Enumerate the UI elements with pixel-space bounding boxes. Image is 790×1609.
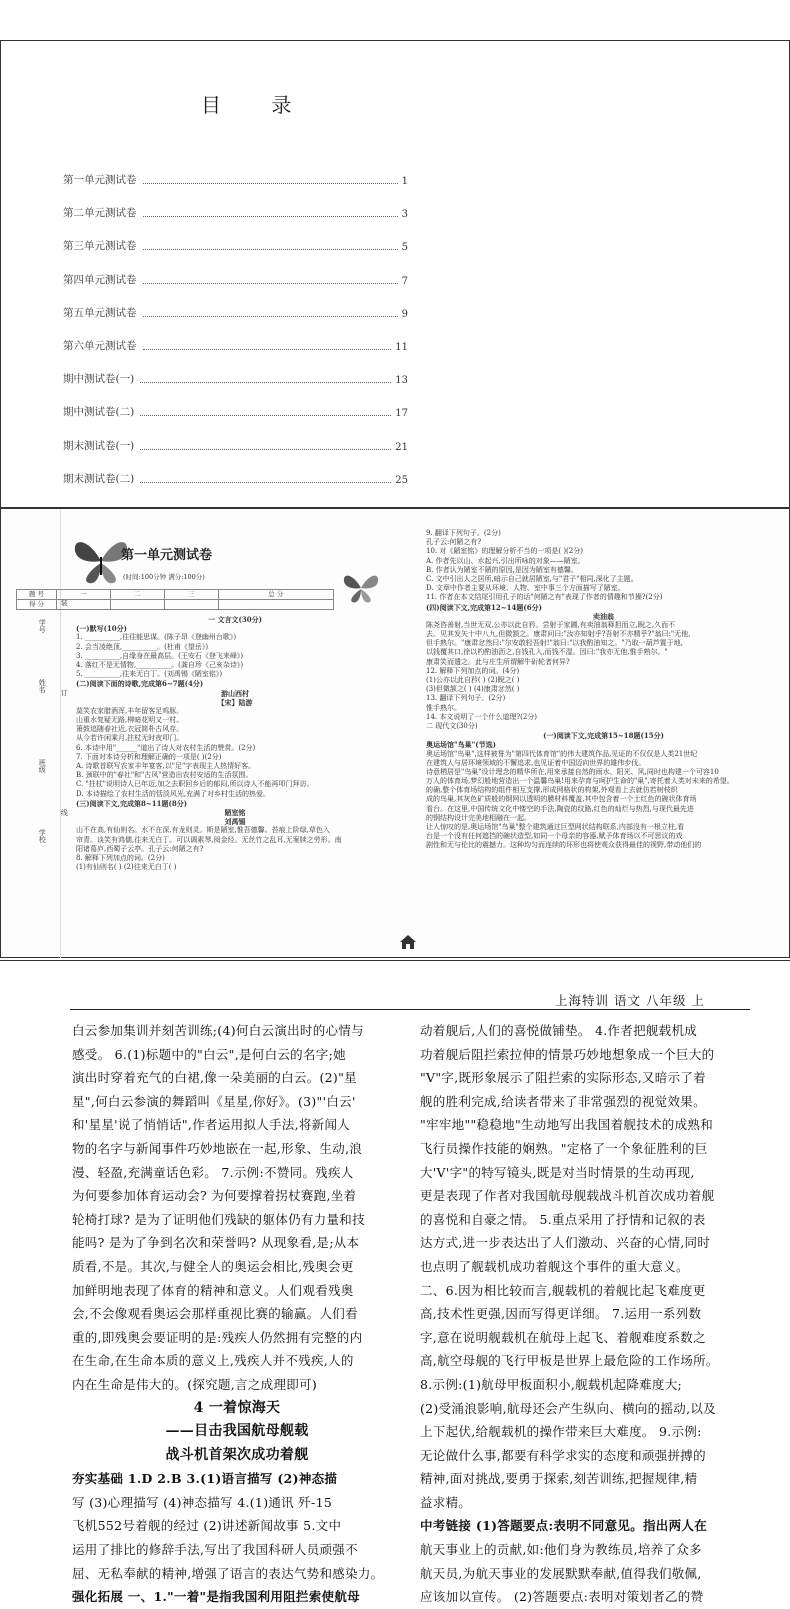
answer-left-column xyxy=(72,1019,402,1609)
toc-entry-page: 13 xyxy=(395,375,408,387)
toc-entry-page: 3 xyxy=(401,209,408,221)
toc-entry-label: 第四单元测试卷 xyxy=(63,273,137,286)
exam-title: 第一单元测试卷 xyxy=(121,548,213,563)
text-line: "牢牢地""稳稳地"生动地写出我国着舰技术的成熟和 xyxy=(420,1117,713,1133)
running-header: 上海特训 语文 八年级 上 xyxy=(555,993,705,1008)
exam-spread xyxy=(0,508,790,958)
text-line: 12. 解释下列加点的词。(4分) xyxy=(426,666,520,675)
text-line: 战斗机首架次成功着舰 xyxy=(165,1446,309,1463)
score-cell: 一 xyxy=(57,590,111,600)
toc-page xyxy=(0,40,790,508)
text-line: 演出时穿着充气的白裙,像一朵美丽的白云。(2)"星 xyxy=(72,1070,357,1086)
text-line: (四)阅读下文,完成第12~14题(6分) xyxy=(426,602,542,612)
text-line: (2)受涌浪影响,航母还会产生纵向、横向的摇动,以及 xyxy=(420,1400,716,1416)
toc-entry-page: 5 xyxy=(401,242,408,254)
text-line: 8. 解释下列加点的词。(2分) xyxy=(76,853,165,862)
text-line: 10. 对《陋室铭》的理解分析不当的一项是( )(2分) xyxy=(426,547,583,556)
exam-time: (时间:100分钟 满分:100分) xyxy=(123,573,205,581)
toc-leader-dots xyxy=(143,216,398,217)
toc-entry-page: 7 xyxy=(401,275,408,287)
text-line: (一)阅读下文,完成第15~18题(15分) xyxy=(543,731,664,741)
text-line: 3. __________,自缘身在最高层。(王安石《登飞来峰》) xyxy=(76,651,244,660)
text-line: A. 诗歌首联写农家丰年宴客,以"足"字表现主人热情好客。 xyxy=(76,762,256,770)
text-line: 阳诸葛庐,西蜀子云亭。孔子云:何陋之有? xyxy=(76,844,204,853)
toc-title: 目 录 xyxy=(201,93,314,117)
gutter-xian: 线 xyxy=(60,809,69,816)
text-line: 和'星星'说了悄悄话",作者运用拟人手法,将新闻人 xyxy=(72,1117,351,1133)
text-line: 看台。在这里,中国传统文化中镂空的手法,陶瓷的纹路,红色的灿烂与热烈,与现代最先进 xyxy=(426,804,694,813)
home-icon[interactable] xyxy=(399,934,417,950)
text-line: 飞机552号着舰的经过 (2)讲述新闻故事 5.文中 xyxy=(72,1518,342,1534)
score-cell: 得 分 xyxy=(17,600,57,610)
score-cell: 总 分 xyxy=(218,590,333,600)
text-line: 为何要参加体育运动会? 为何要撑着拐杖赛跑,坐着 xyxy=(72,1188,357,1204)
toc-leader-dots xyxy=(143,283,398,284)
exam-left-text xyxy=(76,615,394,872)
text-line: 8.示例:(1)航母甲板面积小,舰载机起降难度大; xyxy=(420,1376,683,1392)
text-line: 去。见其发矢十中八九,但微颔之。康肃问曰:"汝亦知射乎?吾射不亦精乎?"翁曰:"无他, xyxy=(426,630,691,639)
gutter-zhuang: 装 xyxy=(60,599,69,606)
text-line: 加鲜明地表现了体育的精神和意义。人们观看残奥 xyxy=(72,1282,354,1298)
answer-page xyxy=(0,960,790,1605)
text-line: 飞行员操作技能的娴熟。"定格了一个象征胜利的巨 xyxy=(420,1140,708,1156)
text-line: 以钱覆其口,徐以杓酌油沥之,自钱孔入,而钱不湿。因曰:"我亦无他,惟手熟尔。" xyxy=(426,648,668,657)
text-line: 写 (3)心理描写 (4)神态描写 4.(1)通讯 歼-15 xyxy=(72,1494,333,1510)
text-line: B. 颈联中的"春社"和"古风"营造出农村安适的生活氛围。 xyxy=(76,771,253,780)
text-line: 的喜悦和自豪之情。 5.重点采用了抒情和记叙的表 xyxy=(420,1211,706,1227)
text-line: 也点明了舰载机成功着舰这个事件的重大意义。 xyxy=(420,1258,689,1274)
toc-entry[interactable] xyxy=(63,470,408,486)
text-line: (1)有仙则名( ) (2)往来无白丁( ) xyxy=(76,863,177,872)
score-cell: 题 号 xyxy=(17,590,57,600)
exam-left-page xyxy=(61,529,391,939)
text-line: (三)阅读下文,完成第8~11题(8分) xyxy=(76,798,188,808)
text-line: 7. 下面对本诗分析和理解正确的一项是( )(2分) xyxy=(76,752,222,761)
text-line: 卖油翁 xyxy=(593,611,614,621)
toc-entry[interactable] xyxy=(63,337,408,353)
text-line: 能吗? 是为了争到名次和荣誉吗? 从现象看,是;从本 xyxy=(72,1235,360,1251)
text-line: 上下起伏,给舰载机的操作带来巨大难度。 9.示例: xyxy=(420,1424,702,1440)
text-line: 但手熟尔。"康肃忿然曰:"尔安敢轻吾射!"翁曰:"以我酌油知之。"乃取一葫芦置于地, xyxy=(426,639,683,648)
text-line: 台是一个没有任何遮挡的碗状造型,如同一个母亲的容器,赋予体育场以不可思议的戏 xyxy=(426,832,683,841)
answer-right-column xyxy=(420,1019,750,1609)
toc-leader-dots xyxy=(143,183,398,184)
text-line: 山重水复疑无路,柳暗花明又一村。 xyxy=(76,716,184,725)
text-line: 4 一着惊海天 xyxy=(193,1399,281,1416)
toc-entry-page: 17 xyxy=(395,408,408,420)
text-line: 成的鸟巢,其灰色矿质般的钢网以透明的膜材料覆盖,其中包含着一个土红色的碗状体育场 xyxy=(426,795,697,804)
toc-entry[interactable] xyxy=(63,171,408,187)
text-line: C. 文中引出人之居所,暗示自己就居陋室,与"君子"相同,深化了主题。 xyxy=(426,574,638,583)
text-line: 5. __________,往来无白丁。(刘禹锡《陋室铭》) xyxy=(76,670,223,679)
text-line: 舰的胜利完成,给读者带来了非常强烈的视觉效果。 xyxy=(420,1093,706,1109)
text-line: 漫、轻盈,充满童话色彩。 7.示例:不赞同。残疾人 xyxy=(72,1164,354,1180)
text-line: (一)默写(10分) xyxy=(76,624,127,634)
text-line: 二 现代文(30分) xyxy=(426,721,478,730)
text-line: 达方式,进一步表达出了人们激动、兴奋的心情,同时 xyxy=(420,1235,711,1251)
text-line: 刘禹锡 xyxy=(224,817,246,827)
toc-entry[interactable] xyxy=(63,304,408,320)
toc-entry[interactable] xyxy=(63,437,408,453)
text-line: 的钢结构设计完美地相融在一起。 xyxy=(426,813,531,822)
text-line: 4. 落红不是无情物,__________。(龚自珍《己亥杂诗》) xyxy=(76,660,244,669)
text-line: 运用了排比的修辞手法,写出了我国科研人员顽强不 xyxy=(72,1542,358,1558)
toc-leader-dots xyxy=(143,349,392,350)
text-line: 11. 作者在本文结尾引用孔子的话"何陋之有"表现了作者的情趣和节操?(2分) xyxy=(426,593,663,602)
toc-entry-label: 第五单元测试卷 xyxy=(63,306,137,319)
text-line: 高,航空母舰的飞行甲板是世界上最危险的工作场所。 xyxy=(420,1353,719,1369)
text-line: 从今若许闲乘月,拄杖无时夜叩门。 xyxy=(76,734,184,743)
text-line: (3)但微颔之( ) (4)康肃忿然( ) xyxy=(426,685,520,694)
toc-entry-page: 9 xyxy=(401,308,408,320)
header-rule xyxy=(70,1009,750,1010)
toc-entry-label: 第六单元测试卷 xyxy=(63,340,137,352)
toc-entry[interactable] xyxy=(63,271,408,287)
text-line: D. 文章中作者主要从环境、人物、室中事三个方面描写了陋室。 xyxy=(426,584,625,593)
text-line: 无论做什么事,都要有科学求实的态度和顽强拼搏的 xyxy=(420,1447,706,1463)
text-line: 【宋】陆游 xyxy=(217,697,253,707)
text-line: 奥运场馆"鸟巢"(节选) xyxy=(426,740,496,750)
text-line: 感受。 6.(1)标题中的"白云",是何白云的名字;她 xyxy=(72,1046,346,1062)
text-line: 航天员,为航天事业的发展默默奉献,值得我们敬佩, xyxy=(420,1565,702,1581)
text-line: 康肃笑而遣之。此与庄生所谓解牛斫轮者何异? xyxy=(426,657,570,666)
text-line: 剧性和无与伦比的震撼力。这种均匀而连续的环形也将使观众获得最佳的视野,带动他们的 xyxy=(426,841,702,850)
binding-gutter xyxy=(1,509,69,959)
text-line: ——目击我国航母舰载 xyxy=(165,1423,309,1440)
text-line: A. 作者先以山、水起兴,引出所咏的对象——陋室。 xyxy=(426,556,585,565)
text-line: 中考链接 (1)答题要点:表明不同意见。指出两人在 xyxy=(420,1518,707,1534)
text-line: 2. 会当凌绝顶,__________。(杜甫《望岳》) xyxy=(76,642,209,651)
toc-leader-dots xyxy=(143,316,398,317)
text-line: 益求精。 xyxy=(420,1494,472,1510)
text-line: 动着舰后,人们的喜悦做铺垫。 4.作者把舰载机成 xyxy=(420,1023,698,1038)
text-line: 强化拓展 一、1."一着"是指我国利用阻拦索使航母 xyxy=(72,1589,360,1605)
text-line: 物的名字与新闻事件巧妙地嵌在一起,形象、生动,浪 xyxy=(72,1140,363,1156)
toc-entry[interactable] xyxy=(63,204,408,220)
text-line: 让人惊叹的是,奥运场馆"鸟巢"整个建筑通过巨型网状结构联系,内部没有一根立柱,看 xyxy=(426,823,685,831)
text-line: 陋室铭 xyxy=(224,807,246,817)
text-line: 莫笑农家腊酒浑,丰年留客足鸡豚。 xyxy=(76,706,184,715)
toc-leader-dots xyxy=(140,382,391,383)
toc-leader-dots xyxy=(140,482,391,483)
text-line: 万人的体育场,梦幻般地营造出一个温馨鸟巢!用来孕育与呵护生命的"巢",寄托着人类对未来的希望。 xyxy=(426,777,734,786)
toc-entry-label: 期末测试卷(一) xyxy=(63,439,135,452)
text-line: 山不在高,有仙则名。水不在深,有龙则灵。斯是陋室,惟吾德馨。苔痕上阶绿,草色入 xyxy=(76,826,330,835)
exam-right-page xyxy=(426,529,781,939)
text-line: C. "拄杖"说明诗人已年迈,加之去职回乡后的郁闷,所以诗人不能再叩门拜访。 xyxy=(76,780,314,789)
toc-entry-label: 期末测试卷(二) xyxy=(63,472,135,485)
text-line: 大'V'字"的特写镜头,既是对当时情景的生动再现, xyxy=(420,1164,695,1180)
text-line: (1)公亦以此自矜( ) (2)睨之( ) xyxy=(426,676,520,684)
toc-entry[interactable] xyxy=(63,403,408,419)
text-line: 奥运场馆"鸟巢",这样被誉为"第四代体育馆"的伟大建筑作品,见证的不仅仅是人类21世纪 xyxy=(426,749,698,758)
text-line: 诗意栖居是"鸟巢"设计理念的精华所在,用来承接自然的雨水、阳光、风,同时也构建一个可容10 xyxy=(426,767,719,776)
gutter-class: 班级 xyxy=(38,759,47,773)
text-line: 轮椅打球? 是为了证明他们残缺的躯体仍有力量和技 xyxy=(72,1211,365,1227)
text-line: 在生命,在生命本质的意义上,残疾人并不残疾,人的 xyxy=(72,1353,354,1369)
text-line: 惟手熟尔。 xyxy=(426,703,461,712)
gutter-student-id: 学号 xyxy=(38,619,47,633)
toc-entry-page: 1 xyxy=(401,176,408,187)
text-line: 9. 翻译下列句子。(2分) xyxy=(426,529,501,537)
toc-entry[interactable] xyxy=(63,370,408,386)
text-line: 白云参加集训并刻苦训练;(4)何白云演出时的心情与 xyxy=(72,1023,364,1038)
text-line: 字,意在说明舰载机在航母上起飞、着舰难度系数之 xyxy=(420,1329,706,1345)
text-line: 一 文言文(30分) xyxy=(208,615,262,624)
text-line: 高,技术性更强,因而写得更详细。 7.运用一系列数 xyxy=(420,1306,702,1322)
text-line: (二)阅读下面的诗歌,完成第6~7题(4分) xyxy=(76,679,204,689)
text-line: 更是表现了作者对我国航母舰载战斗机首次成功着舰 xyxy=(420,1188,715,1204)
toc-entry-page: 21 xyxy=(395,441,408,453)
text-line: 星",何白云参演的舞蹈叫《星星,你好》。(3)"'白云' xyxy=(72,1093,356,1109)
text-line: 内在生命是伟大的。(探究题,言之成理即可) xyxy=(72,1376,318,1392)
toc-entry-page: 25 xyxy=(395,474,408,486)
toc-entry-label: 第二单元测试卷 xyxy=(63,207,137,220)
toc-leader-dots xyxy=(140,449,391,450)
text-line: 屈、无私奉献的精神,增强了语言的表达气势和感染力。 xyxy=(72,1565,384,1581)
gutter-name: 姓名 xyxy=(38,679,47,693)
text-line: D. 本诗描绘了农村生活的恬淡风光,充满了对乡村生活的热爱。 xyxy=(76,789,271,798)
text-line: 在建筑人与居环境领域的不懈追求,也见证着中国迈向世界的雄伟步伐。 xyxy=(426,758,646,767)
text-line: B. 作者认为陋室不陋的原因,是因为陋室有德馨。 xyxy=(426,565,578,574)
toc-leader-dots xyxy=(143,249,398,250)
toc-leader-dots xyxy=(140,415,391,416)
toc-entry-label: 第一单元测试卷 xyxy=(63,174,137,186)
text-line: 孔子云:何陋之有? xyxy=(426,538,482,547)
toc-entry-page: 11 xyxy=(395,342,408,353)
text-line: 箫鼓追随春社近,衣冠简朴古风存。 xyxy=(76,725,184,734)
text-line: 夯实基础 1.D 2.B 3.(1)语言描写 (2)神态描 xyxy=(72,1471,338,1487)
text-line: 精神,面对挑战,要勇于探索,刻苦训练,把握规律,精 xyxy=(420,1471,698,1487)
gutter-school: 学校 xyxy=(38,829,47,843)
text-line: 游山西村 xyxy=(221,688,249,698)
toc-entry[interactable] xyxy=(63,237,408,253)
text-line: 二、6.因为相比较而言,舰载机的着舰比起飞难度更 xyxy=(420,1282,706,1298)
gutter-ding: 订 xyxy=(60,689,69,696)
exam-right-text xyxy=(426,529,781,851)
text-line: 13. 翻译下列句子。(2分) xyxy=(426,694,506,703)
toc-entry-label: 第三单元测试卷 xyxy=(63,240,137,253)
text-line: 重的,即残奥会要证明的是:残疾人仍然拥有完整的内 xyxy=(72,1329,363,1345)
text-line: 航天事业上的贡献,如:他们身为教练员,培养了众多 xyxy=(420,1542,702,1558)
text-line: 1. __________,往往能思谋。(陈子昂《登幽州台歌》) xyxy=(76,633,237,642)
text-line: 陈尧咨善射,当世无双,公亦以此自矜。尝射于家圃,有卖油翁释担而立,睨之,久而不 xyxy=(426,620,676,629)
toc-entry-label: 期中测试卷(一) xyxy=(63,373,135,386)
text-line: "V"字,既形象展示了阻拦索的实际形态,又暗示了着 xyxy=(420,1070,706,1086)
text-line: 14. 本文说明了一个什么道理?(2分) xyxy=(426,712,538,721)
toc-entry-label: 期中测试卷(二) xyxy=(63,406,135,419)
text-line: 应该加以宣传。 (2)答题要点:表明对策划者乙的赞 xyxy=(420,1589,704,1605)
text-line: 功着舰后阻拦索拉伸的情景巧妙地想象成一个巨大的 xyxy=(420,1046,715,1062)
text-line: 6. 本诗中用"______"道出了诗人对农村生活的赞赏。(2分) xyxy=(76,743,256,752)
text-line: 会,不会像观看奥运会那样重视比赛的输赢。人们看 xyxy=(72,1306,358,1322)
score-cell: 三 xyxy=(164,590,218,600)
score-cell: 二 xyxy=(110,590,164,600)
text-line: 帘青。谈笑有鸿儒,往来无白丁。可以调素琴,阅金经。无丝竹之乱耳,无案牍之劳形。南 xyxy=(76,835,342,844)
text-line: 质看,不是。其次,与健全人的奥运会相比,残奥会更 xyxy=(72,1258,354,1274)
text-line: 的确,整个体育场结构的组件相互支撑,形成网格状的构架,外观看上去就仿若树枝织 xyxy=(426,786,678,795)
